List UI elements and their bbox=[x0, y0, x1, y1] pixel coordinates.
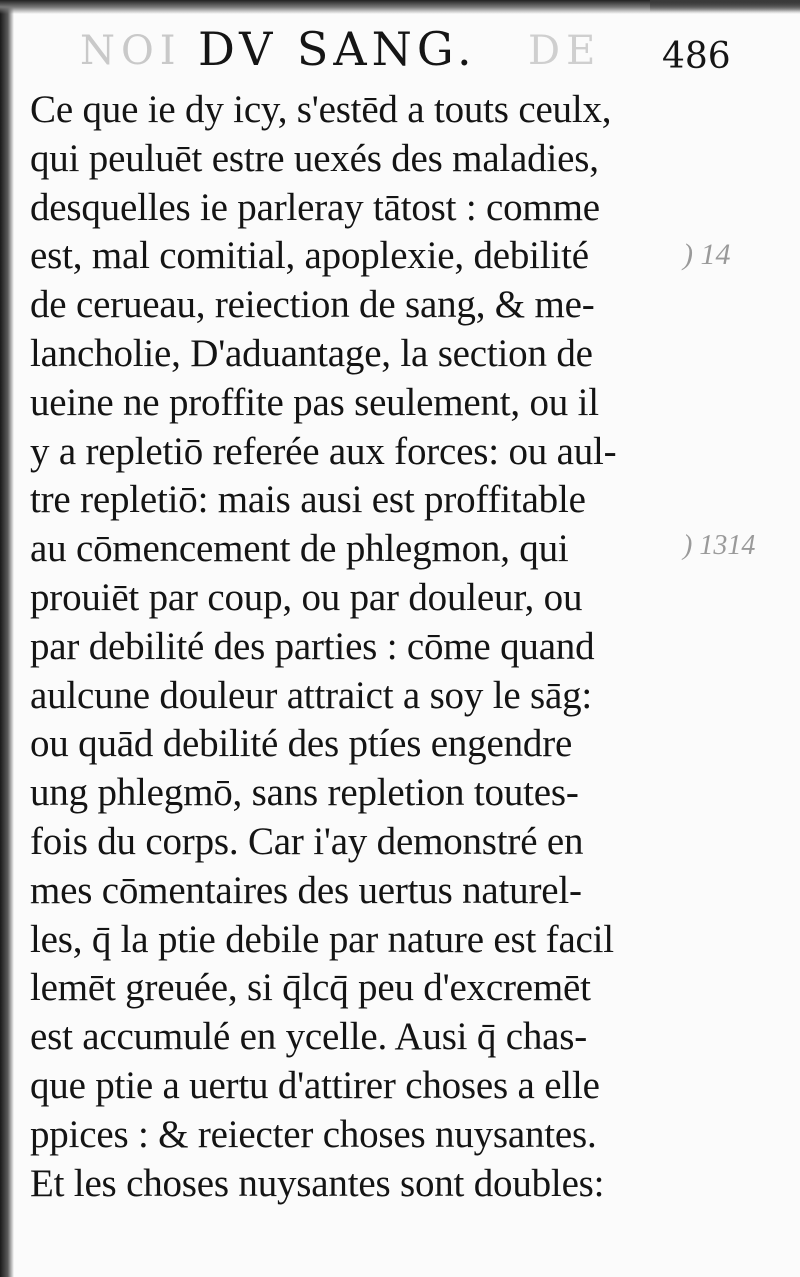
text-line: lemēt greuée, si q̄lcq̄ peu d'excremēt bbox=[30, 966, 591, 1010]
page-top-edge bbox=[650, 0, 800, 12]
text-line: de cerueau, reiection de sang, & me- bbox=[30, 283, 595, 327]
bleed-through-text-left: NOI bbox=[80, 28, 182, 74]
text-line: ou quād debilité des ptíes engendre bbox=[30, 722, 573, 766]
text-line: les, q̄ la ptie debile par nature est facil bbox=[30, 917, 614, 961]
text-line: ueine ne proffite pas seulement, ou il bbox=[30, 380, 599, 424]
margin-annotation: ) 1314 bbox=[683, 530, 756, 561]
text-line: qui peuluēt estre uexés des maladies, bbox=[30, 136, 599, 180]
page-number: 486 bbox=[662, 36, 731, 77]
text-line: ppices : & reiecter choses nuysantes. bbox=[30, 1112, 597, 1156]
text-line: mes cōmentaires des uertus naturel- bbox=[30, 868, 582, 912]
text-line: Et les choses nuysantes sont doubles: bbox=[30, 1161, 605, 1205]
bleed-through-text-right: DE bbox=[528, 28, 602, 74]
running-head-title: DV SANG. bbox=[198, 22, 477, 76]
text-line: par debilité des parties : cōme quand bbox=[30, 624, 595, 668]
text-line: est accumulé en ycelle. Ausi q̄ chas- bbox=[30, 1015, 588, 1059]
text-line: au cōmencement de phlegmon, qui bbox=[30, 527, 569, 571]
text-line: fois du corps. Car i'ay demonstré en bbox=[30, 819, 584, 863]
text-line: ung phlegmō, sans repletion toutes- bbox=[30, 771, 579, 815]
text-line: lancholie, D'aduantage, la section de bbox=[30, 331, 593, 375]
text-line: prouiēt par coup, ou par douleur, ou bbox=[30, 575, 583, 619]
text-line: desquelles ie parleray tātost : comme bbox=[30, 185, 600, 229]
text-line: Ce que ie dy icy, s'estēd a touts ceulx, bbox=[30, 88, 612, 131]
text-line: que ptie a uertu d'attirer choses a elle bbox=[30, 1063, 600, 1107]
text-line: est, mal comitial, apoplexie, debilité bbox=[30, 234, 589, 278]
margin-annotation: ) 14 bbox=[683, 238, 731, 271]
body-text bbox=[30, 86, 670, 1208]
text-line: tre repletiō: mais ausi est proffitable bbox=[30, 478, 586, 522]
text-line: y a repletiō referée aux forces: ou aul- bbox=[30, 429, 617, 473]
text-line: aulcune douleur attraict a soy le sāg: bbox=[30, 673, 593, 717]
running-head bbox=[80, 22, 640, 82]
binding-shadow bbox=[0, 0, 14, 1277]
